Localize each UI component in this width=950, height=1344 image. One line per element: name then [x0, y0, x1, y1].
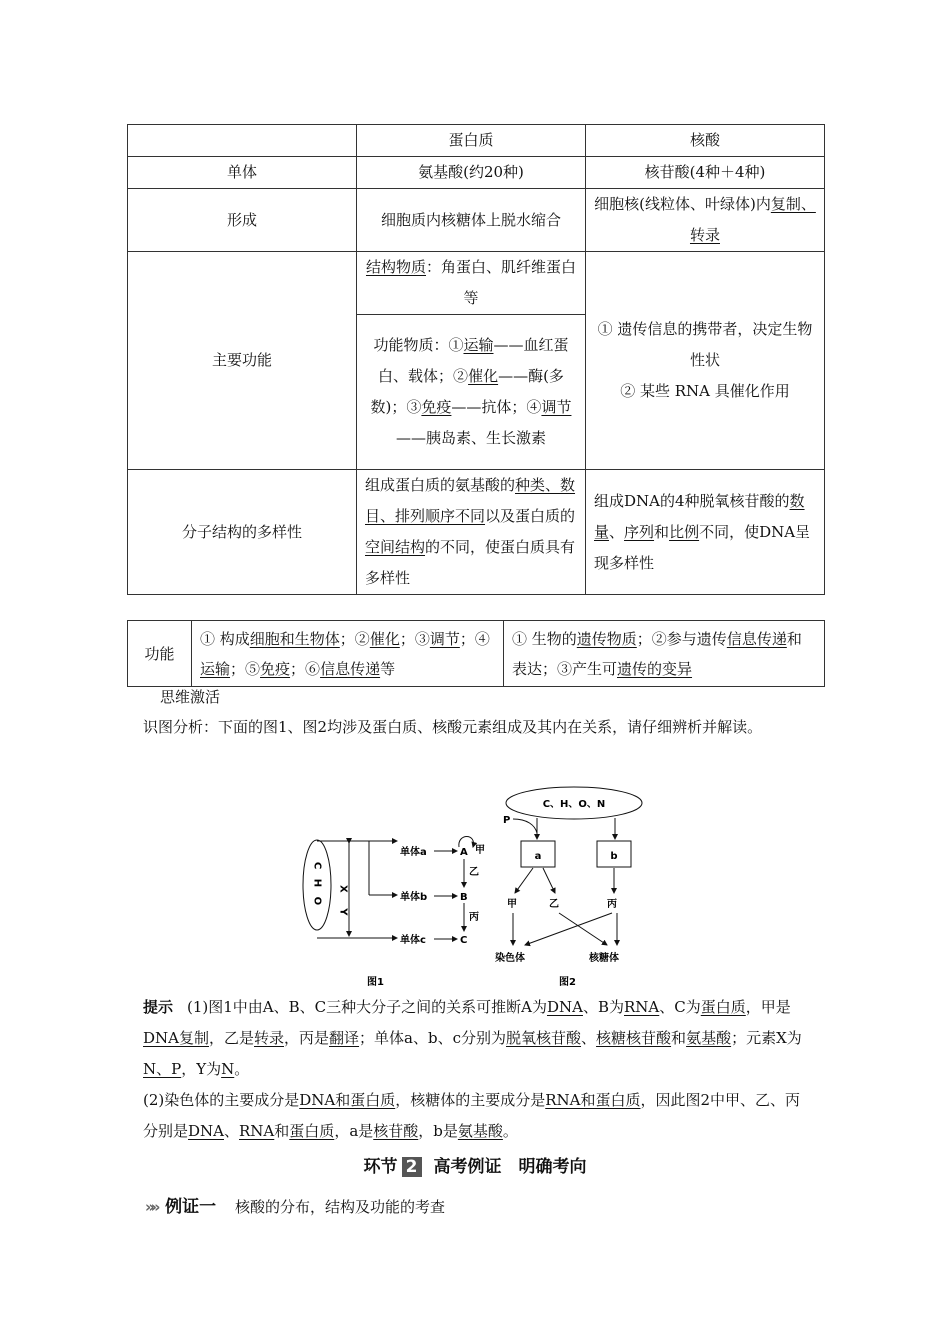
table-header-row: [128, 125, 825, 157]
section-number: 2: [402, 1157, 422, 1177]
cell: ① 遗传信息的携带者，决定生物性状 ② 某些 RNA 具催化作用: [586, 252, 825, 470]
header-protein: 蛋白质: [357, 125, 586, 157]
caption-fig2: 图2: [559, 977, 576, 988]
cell: 组成蛋白质的氨基酸的种类、数目、排列顺序不同以及蛋白质的空间结构的不同，使蛋白质具有多样性: [357, 470, 586, 595]
protein-nucleic-comparison-table: [127, 124, 825, 595]
node-A: A: [460, 847, 468, 858]
hint-para-1: 提示 (1)图1中由A、B、C三种大分子之间的关系可推断A为DNA、B为RNA、C为蛋白质，甲是DNA复制，乙是转录，丙是翻译；单体a、b、c分别为脱氧核苷酸、核糖核苷酸和氨基酸；元素X为N、P，Y为N。: [143, 998, 802, 1078]
row-label: 单体: [128, 157, 357, 189]
node-b: b: [610, 851, 618, 862]
monomer-a: 单体a: [400, 847, 427, 858]
label-chromosome: 染色体: [495, 953, 525, 964]
caption-fig1: 图1: [367, 977, 384, 988]
label-P: P: [503, 815, 511, 826]
example-header: [145, 1192, 445, 1217]
example-title: 核酸的分布，结构及功能的考查: [234, 1198, 445, 1216]
function-summary-table: [127, 620, 825, 687]
table-row: [128, 189, 825, 252]
header-empty: [128, 125, 357, 157]
cell: 氨基酸(约20种): [357, 157, 586, 189]
table-row: [128, 470, 825, 595]
row-label: 主要功能: [128, 252, 357, 470]
section-header: [0, 1152, 950, 1177]
label-yi: 乙: [469, 867, 479, 878]
monomer-c: 单体c: [400, 935, 426, 946]
thinking-title: 思维激活: [160, 688, 221, 706]
monomer-b: 单体b: [400, 892, 428, 903]
label-jia: 甲: [475, 845, 485, 856]
cell: 细胞核(线粒体、叶绿体)内复制、转录: [586, 189, 825, 252]
cell: ① 生物的遗传物质；②参与遗传信息传递和表达；③产生可遗传的变异: [504, 621, 825, 687]
node-a: a: [534, 851, 542, 862]
figure-2: [495, 787, 642, 988]
row-label: 形成: [128, 189, 357, 252]
figure-1: [303, 837, 485, 989]
label-ribosome: 核糖体: [589, 953, 619, 964]
header-nucleic: 核酸: [586, 125, 825, 157]
cell: 组成DNA的4种脱氧核苷酸的数量、序列和比例不同，使DNA呈现多样性: [586, 470, 825, 595]
label-bing-2: 丙: [607, 899, 617, 910]
cell: 细胞质内核糖体上脱水缩合: [357, 189, 586, 252]
section-prefix: 环节: [363, 1157, 398, 1177]
table-row: [128, 621, 825, 687]
xy-label: X Y: [337, 885, 349, 922]
section-title: 高考例证 明确考向: [433, 1157, 587, 1177]
cell: 结构物质：角蛋白、肌纤维蛋白等: [357, 252, 586, 315]
label-bing: 丙: [469, 912, 479, 923]
elements-label-2: C、H、O、N: [542, 799, 606, 810]
double-chevron-icon: »»: [145, 1198, 157, 1216]
label-yi-2: 乙: [549, 899, 559, 910]
node-B: B: [460, 892, 468, 903]
label-jia-2: 甲: [507, 899, 517, 910]
hint-para-2: (2)染色体的主要成分是DNA和蛋白质，核糖体的主要成分是RNA和蛋白质，因此图2中甲、乙、丙分别是DNA、RNA和蛋白质，a是核苷酸，b是氨基酸。: [143, 1091, 801, 1140]
elements-label: C H O: [311, 861, 323, 909]
table-row: [128, 252, 825, 315]
row-label: 功能: [128, 621, 192, 687]
figure-diagram: [297, 775, 647, 995]
table-row: [128, 157, 825, 189]
node-C: C: [460, 935, 468, 946]
cell: ① 构成细胞和生物体；②催化；③调节；④运输；⑤免疫；⑥信息传递等: [192, 621, 504, 687]
thinking-intro: 识图分析：下面的图1、图2均涉及蛋白质、核酸元素组成及其内在关系，请仔细辨析并解读。: [143, 718, 763, 736]
example-tag: 例证一: [165, 1197, 217, 1217]
row-label: 分子结构的多样性: [128, 470, 357, 595]
cell: 核苷酸(4种＋4种): [586, 157, 825, 189]
cell: 功能物质：①运输——血红蛋白、载体；②催化——酶(多数)；③免疫——抗体；④调节——胰岛素、生长激素: [357, 315, 586, 470]
